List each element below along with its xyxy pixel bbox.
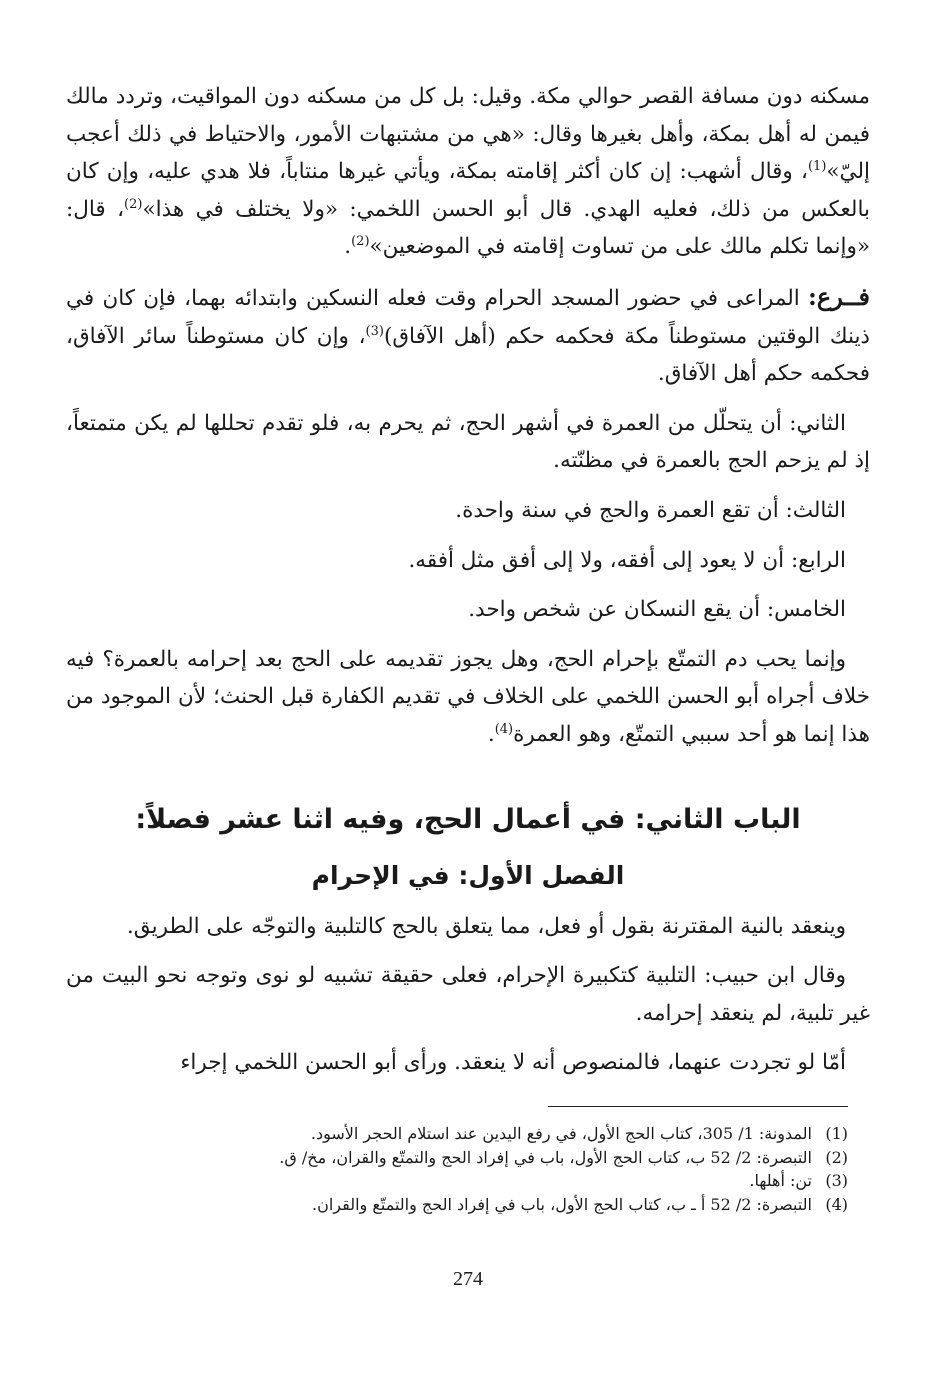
paragraph-1 [66,78,870,266]
paragraph-khamis: الخامس: أن يقع النسكان عن شخص واحد. [468,597,846,623]
paragraph-ibn-habib: وقال ابن حبيب: التلبية كتكبيرة الإحرام، فعلى حقيقة تشبيه لو نوى وتوجه نحو البيت من غير تلبية، لم ينعقد إحرامه. [66,963,870,1026]
footnote-number: (3) [825,1171,848,1190]
footnote-ref-2[interactable]: (2) [124,196,143,212]
footnote-3 [110,1169,848,1192]
paragraph-thalith: الثالث: أن تقع العمرة والحج في سنة واحدة. [455,497,846,523]
footnote-number: (1) [825,1124,848,1143]
paragraph-1-text-c: ، قال: «وإنما تكلم مالك على من تساوت إقامته في الموضعين» [66,196,870,260]
footnote-number: (4) [825,1194,848,1214]
footnote-ref-2b[interactable]: (2) [351,234,370,250]
footnote-text: التبصرة: 2/ 52 ب، كتاب الحج الأول، باب في إفراد الحج والتمتّع والقران، مخ/ ق. [279,1147,812,1167]
paragraph-amma: أمّا لو تجردت عنهما، فالمنصوص أنه لا ينعقد. ورأى أبو الحسن اللخمي إجراء [180,1050,846,1076]
chapter-heading: الباب الثاني: في أعمال الحج، وفيه اثنا عشر فصلاً: [135,803,801,835]
page-number: 274 [453,1268,483,1290]
footnote-divider [548,1106,848,1107]
footnote-2 [110,1146,848,1169]
footnote-1 [110,1122,848,1145]
section-heading: الفصل الأول: في الإحرام [311,860,625,890]
paragraph-yanaqid: وينعقد بالنية المقترنة بقول أو فعل، مما يتعلق بالحج كالتلبية والتوجّه على الطريق. [126,913,846,939]
paragraph-1-text-b: ، وقال أشهب: إن كان أكثر إقامته بمكة، ويأتي غيرها منتاباً، فلا هدي عليه، وإن كان بالعكس من ذلك، فعليه الهدي. قال أبو الحسن اللخمي: «ولا يختلف في هذا» [66,159,871,222]
footnote-ref-3[interactable]: (3) [365,323,384,339]
paragraph-dam-tamattu [66,641,870,754]
paragraph-rabi: الرابع: أن لا يعود إلى أفقه، ولا إلى أفق مثل أفقه. [408,547,846,573]
paragraph-far [66,278,870,393]
footnote-number: (2) [825,1147,848,1167]
footnote-ref-1[interactable]: (1) [807,159,827,175]
paragraph-thani: الثاني: أن يتحلّل من العمرة في أشهر الحج، ثم يحرم به، فلو تقدم تحللها لم يكن متمتعاً، إذ لم يزحم الحج بالعمرة في مظنّته. [66,410,870,474]
paragraph-1-text-a: مسكنه دون مسافة القصر حوالي مكة. وقيل: بل كل من مسكنه دون المواقيت، وتردد مالك فيمن له أهل بمكة، وأهل بغيرها وقال: «هي من مشتبهات الأمور، والاحتياط في ذلك أعجب إليّ» [66,84,870,185]
footnote-text: التبصرة: 2/ 52 أ ـ ب، كتاب الحج الأول، باب في إفراد الحج والتمتّع والقران. [312,1194,812,1214]
footnote-text: تن: أهلها. [749,1171,812,1190]
paragraph-1-text-d: . [344,234,352,260]
footnote-ref-4[interactable]: (4) [494,721,514,737]
footnote-4 [110,1193,848,1216]
far-text-a: المراعى في حضور المسجد الحرام وقت فعله النسكين وابتدائه بهما، فإن كان في ذينك الوقتين مستوطناً مكة فحكمه حكم (أهل الآفاق) [66,285,871,349]
dam-text-a: وإنما يحب دم التمتّع بإحرام الحج، وهل يجوز تقديمه على الحج بعد إحرامه بالعمرة؟ فيه خلاف أجراه أبو الحسن اللخمي على الخلاف في تقديم الكفارة قبل الحنث؛ لأن الموجود من هذا إنما هو أحد سببي التمتّع، وهو العمرة [66,646,870,747]
far-lead-word: فــرع: [808,281,870,311]
dam-text-b: . [487,721,495,747]
footnotes [110,1122,848,1216]
far-text-b: ، وإن كان مستوطناً سائر الآفاق، فحكمه حكم أهل الآفاق. [66,323,870,387]
footnote-text: المدونة: 1/ 305، كتاب الحج الأول، في رفع اليدين عند استلام الحجر الأسود. [310,1124,812,1143]
page-body [66,78,870,1094]
